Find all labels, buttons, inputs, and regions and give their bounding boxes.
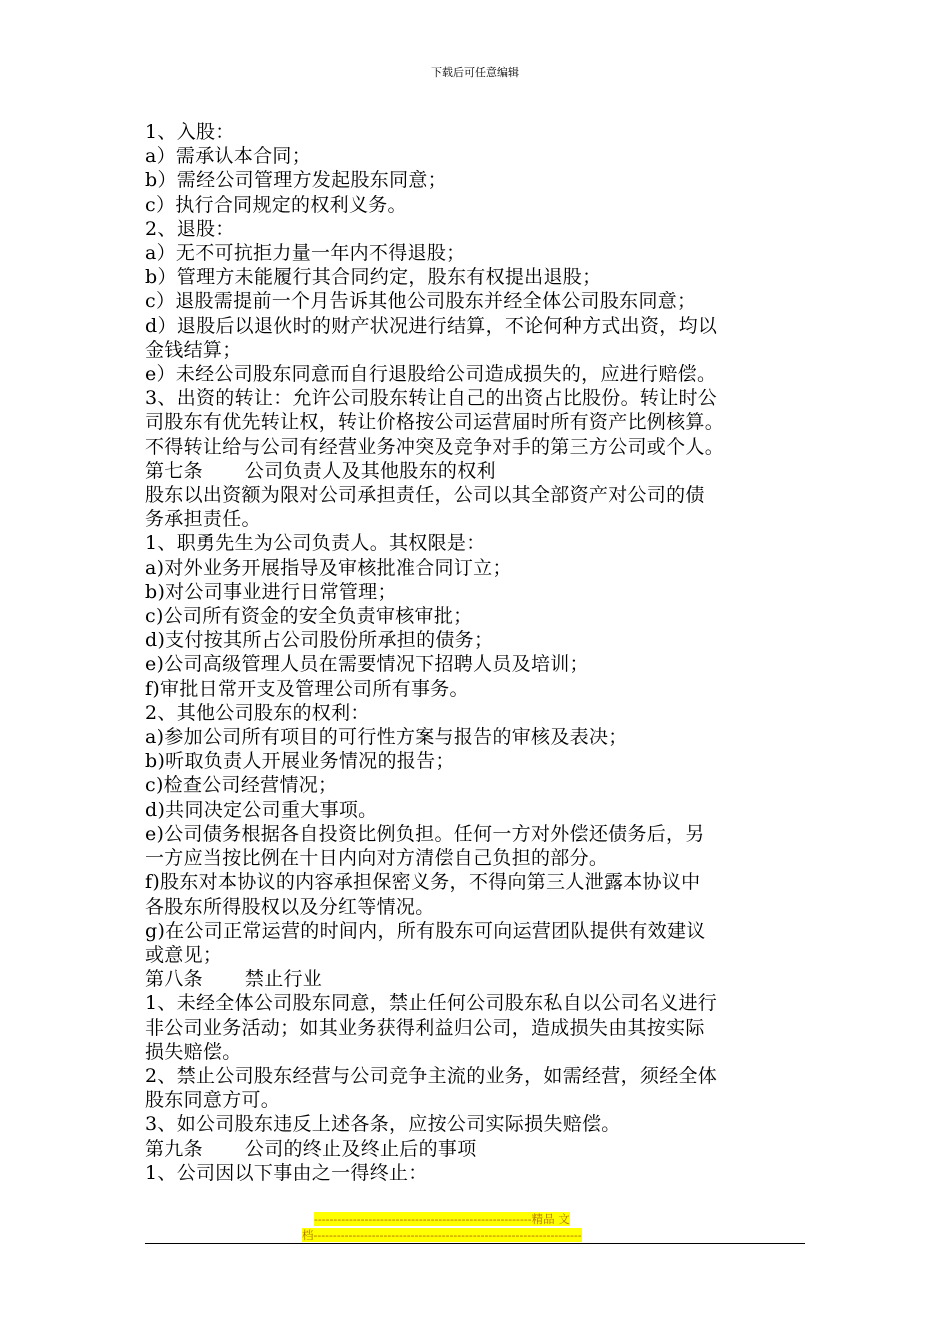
text-line: c)公司所有资金的安全负责审核审批； (145, 605, 473, 628)
text-line: 不得转让给与公司有经营业务冲突及竞争对手的第三方公司或个人。 (145, 435, 725, 458)
text-line: 或意见； (145, 943, 223, 966)
article-8-heading (145, 967, 810, 991)
page-header: 下载后可任意编辑 (431, 66, 519, 79)
text-line: 3、如公司股东违反上述各条，应按公司实际损失赔偿。 (145, 1113, 621, 1136)
text-line: f)审批日常开支及管理公司所有事务。 (145, 677, 469, 700)
text-line: 1、未经全体公司股东同意，禁止任何公司股东私自以公司名义进行 (145, 992, 718, 1015)
text-line: b）需经公司管理方发起股东同意； (145, 169, 447, 192)
footer-rule (145, 1243, 805, 1244)
text-line: a)参加公司所有项目的可行性方案与报告的审核及表决； (145, 726, 628, 749)
article-title: 公司负责人及其他股东的权利 (244, 459, 496, 482)
text-line: d）退股后以退伙时的财产状况进行结算，不论何种方式出资，均以 (145, 314, 718, 337)
text-line: 1、职勇先生为公司负责人。其权限是： (145, 532, 486, 555)
text-line: 各股东所得股权以及分红等情况。 (145, 895, 435, 918)
text-line: c)检查公司经营情况； (145, 774, 338, 797)
article-number: 第九条 (145, 1137, 203, 1160)
text-line: 2、退股： (145, 217, 235, 240)
article-number: 第七条 (145, 459, 203, 482)
article-title: 公司的终止及终止后的事项 (244, 1137, 477, 1160)
text-line: b)听取负责人开展业务情况的报告； (145, 750, 455, 773)
text-line: a）需承认本合同； (145, 145, 312, 168)
text-line: 2、其他公司股东的权利： (145, 701, 370, 724)
text-line: e)公司债务根据各自投资比例负担。任何一方对外偿还债务后，另 (145, 822, 705, 845)
text-line: 1、公司因以下事由之一得终止： (145, 1161, 428, 1184)
text-line: 司股东有优先转让权，转让价格按公司运营届时所有资产比例核算。 (145, 411, 725, 434)
article-title: 禁止行业 (244, 968, 323, 991)
text-line: d)支付按其所占公司股份所承担的债务； (145, 629, 494, 652)
text-line: e）未经公司股东同意而自行退股给公司造成损失的，应进行赔偿。 (145, 363, 717, 386)
text-line: 股东同意方可。 (145, 1089, 281, 1112)
section-article-9 (145, 1161, 810, 1185)
text-line: d)共同决定公司重大事项。 (145, 798, 378, 821)
text-line: a)对外业务开展指导及审核批准合同订立； (145, 556, 512, 579)
text-line: 1、入股： (145, 121, 235, 143)
text-line: c）执行合同规定的权利义务。 (145, 193, 407, 216)
text-line: 股东以出资额为限对公司承担责任，公司以其全部资产对公司的债 (145, 484, 705, 507)
footer-line-2: 档--------------------------------------------------------------------- (302, 1228, 582, 1242)
article-9-heading (145, 1137, 810, 1161)
section-article-7 (145, 483, 810, 967)
text-line: 金钱结算； (145, 338, 242, 361)
text-line: a）无不可抗拒力量一年内不得退股； (145, 242, 466, 265)
text-line: e)公司高级管理人员在需要情况下招聘人员及培训； (145, 653, 589, 676)
article-number: 第八条 (145, 968, 203, 991)
page-footer (302, 1211, 652, 1243)
section-article-8 (145, 991, 810, 1136)
text-line: 损失赔偿。 (145, 1040, 242, 1063)
text-line: c）退股需提前一个月告诉其他公司股东并经全体公司股东同意； (145, 290, 697, 313)
text-line: g)在公司正常运营的时间内，所有股东可向运营团队提供有效建议 (145, 919, 706, 942)
section-share-rules (145, 120, 810, 459)
footer-line-1: --------------------------------------------------------精品 文 (314, 1212, 570, 1226)
text-line: 3、出资的转让：允许公司股东转让自己的出资占比股份。转让时公 (145, 387, 718, 410)
text-line: 务承担责任。 (145, 508, 261, 531)
document-body (145, 120, 810, 1185)
text-line: 2、禁止公司股东经营与公司竞争主流的业务，如需经营，须经全体 (145, 1064, 718, 1087)
text-line: b)对公司事业进行日常管理； (145, 580, 397, 603)
text-line: b）管理方未能履行其合同约定，股东有权提出退股； (145, 266, 602, 289)
text-line: 一方应当按比例在十日内向对方清偿自己负担的部分。 (145, 847, 609, 870)
text-line: f)股东对本协议的内容承担保密义务，不得向第三人泄露本协议中 (145, 871, 701, 894)
text-line: 非公司业务活动；如其业务获得利益归公司，造成损失由其按实际 (145, 1016, 705, 1039)
article-7-heading (145, 459, 810, 483)
